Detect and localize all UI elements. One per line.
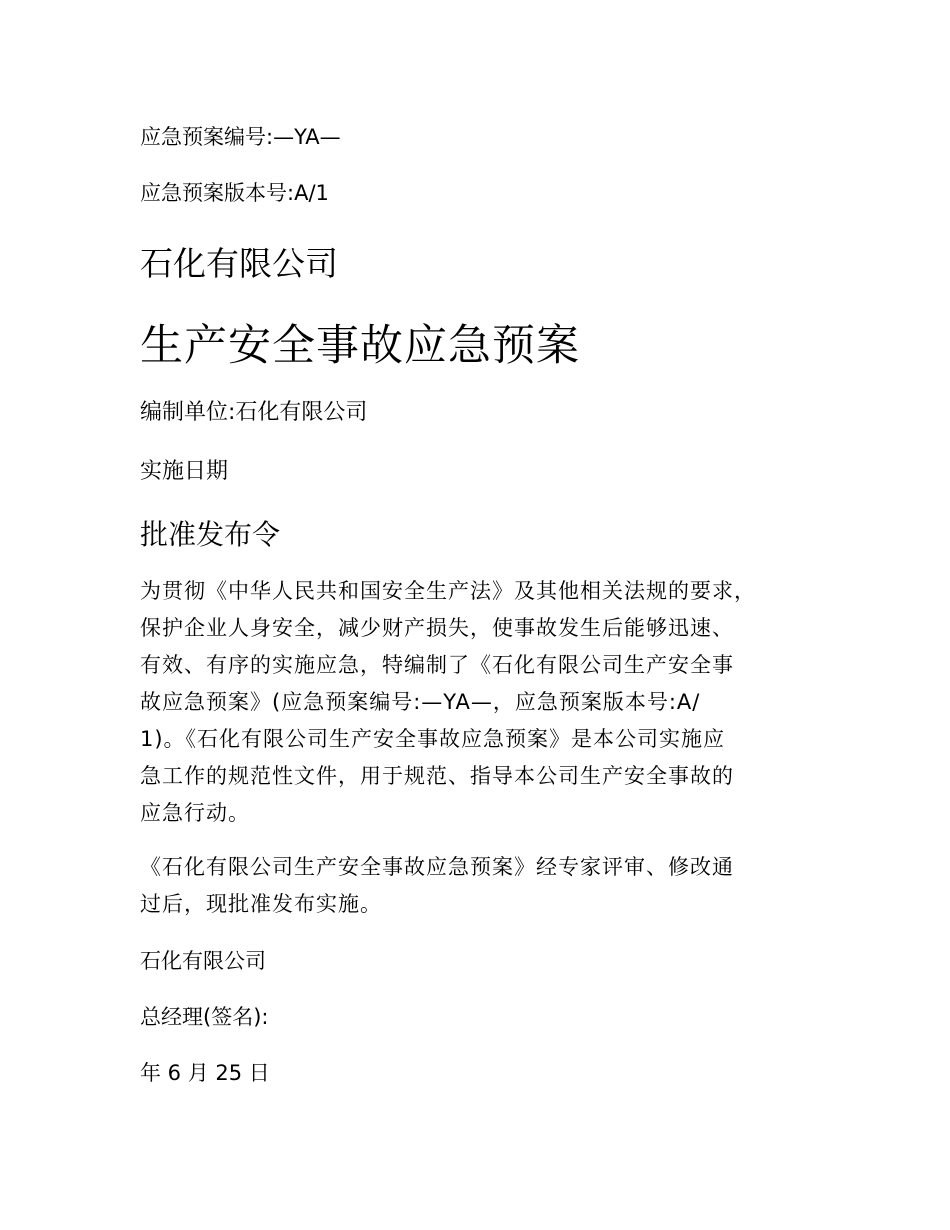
plan-number: 应急预案编号:—YA— xyxy=(140,125,341,149)
paragraph-line: 1)。《石化有限公司生产安全事故应急预案》是本公司实施应 xyxy=(140,727,726,751)
paragraph-line: 过后，现批准发布实施。 xyxy=(140,892,382,916)
approval-paragraph-2 xyxy=(140,849,734,923)
paragraph-line: 为贯彻《中华人民共和国安全生产法》及其他相关法规的要求， xyxy=(140,579,756,603)
company-title: 石化有限公司 xyxy=(140,244,338,283)
paragraph-line: 急工作的规范性文件，用于规范、指导本公司生产安全事故的 xyxy=(140,764,734,788)
approval-paragraph-1 xyxy=(140,573,756,832)
plan-version: 应急预案版本号:A/1 xyxy=(140,181,329,205)
signer-company: 石化有限公司 xyxy=(140,949,266,973)
paragraph-line: 保护企业人身安全，减少财产损失，使事故发生后能够迅速、 xyxy=(140,616,734,640)
paragraph-line: 故应急预案》(应急预案编号:—YA—，应急预案版本号:A/ xyxy=(140,690,701,714)
compiler-field: 编制单位:石化有限公司 xyxy=(140,400,368,425)
signature-line: 总经理(签名): xyxy=(140,1005,269,1029)
document-title: 生产安全事故应急预案 xyxy=(140,321,580,371)
implementation-date-field: 实施日期 xyxy=(140,459,229,484)
approval-date: 年 6 月 25 日 xyxy=(140,1061,270,1085)
paragraph-line: 《石化有限公司生产安全事故应急预案》经专家评审、修改通 xyxy=(140,855,734,879)
approval-heading: 批准发布令 xyxy=(140,518,281,551)
paragraph-line: 有效、有序的实施应急，特编制了《石化有限公司生产安全事 xyxy=(140,653,734,677)
paragraph-line: 应急行动。 xyxy=(140,801,250,825)
